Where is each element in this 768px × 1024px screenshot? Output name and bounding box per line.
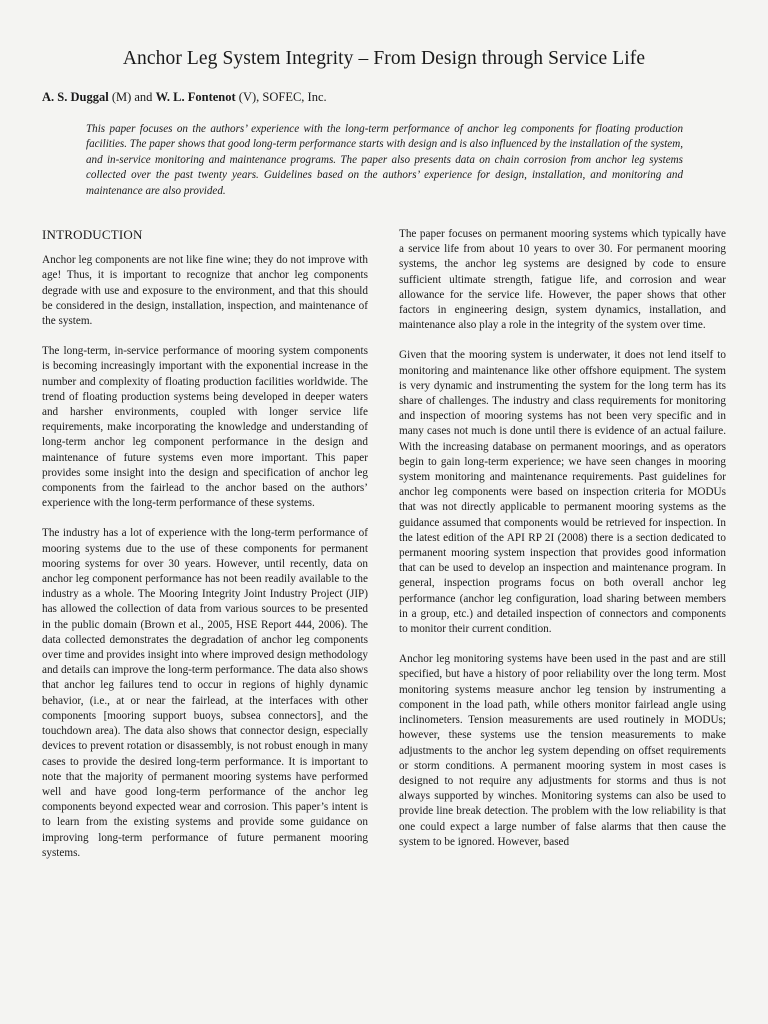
paper-title: Anchor Leg System Integrity – From Design through Service Life: [122, 48, 646, 69]
paragraph: The industry has a lot of experience with the long-term performance of mooring systems due to the use of these components for permanent mooring systems for over 30 years. However, until recently, data on anchor leg component performance has not been readily available to the industry as a whole. The Mooring Integrity Joint Industry Project (JIP) has allowed the collection of data from various sources to be presented in the public domain (Brown et al., 2005, HSE Report 444, 2006). The data collected demonstrates the degradation of anchor leg components over time and provides insight into where improved design methodology and details can improve the long-term performance. The data also shows that anchor leg failures tend to occur in regions of highly dynamic behavior, (i.e., at or near the fairlead, at the interfaces with other components [mooring support buoys, subsea connectors], and the touchdown area). The data also shows that connector design, especially devices to prevent rotation or disassembly, is not robust enough in many cases to provide the desired long-term performance. It is important to note that the majority of permanent mooring systems have performed well and have good long-term performance of the anchor leg components beyond expected wear and corrosion. This paper’s intent is to learn from the existing systems and provide some guidance on improving long-term performance of future permanent mooring systems.: [42, 527, 368, 859]
abstract: This paper focuses on the authors’ experience with the long-term performance of anchor leg components for floating production facilities. The paper shows that good long-term performance starts with design and is also influenced by the installation of the system, and in-service monitoring and maintenance programs. The paper also presents data on chain corrosion from anchor leg systems collected over the past twenty years. Guidelines based on the authors’ experience for design, installation, and monitoring and maintenance are also provided.: [86, 123, 683, 197]
author-2-name: W. L. Fontenot: [155, 90, 236, 104]
paragraph: The paper focuses on permanent mooring systems which typically have a service life from about 10 years to over 30. For permanent mooring systems, the anchor leg systems are designed by code to ensure sufficient ultimate strength, fatigue life, and corrosion and wear allowance for the service life. However, the paper shows that other factors in engineering design, system dynamics, installation, and maintenance also play a role in the integrity of the system over time.: [399, 228, 726, 332]
paragraph: The long-term, in-service performance of mooring system components is becoming increasingly important with the exponential increase in the number and complexity of floating production facilities worldwide. The trend of floating production systems being developed in deeper waters and harsher environments, coupled with longer service life requirements, make incorporating the knowledge and understanding of long-term anchor leg component performance in the design and maintenance of future systems even more important. This paper provides some insight into the design and specification of anchor leg components from the fairlead to the anchor based on the authors’ experience with the long-term performance of these systems.: [42, 345, 368, 510]
paragraph: Given that the mooring system is underwater, it does not lend itself to monitoring and maintenance like other offshore equipment. The system is very dynamic and instrumenting the system for the long term has its share of challenges. The industry and class requirements for monitoring and inspection of mooring systems has not been very specific and in many cases not much is done until there is evidence of an actual failure. With the increasing database on permanent moorings, and as operators begin to gain long-term experience; we have seen changes in mooring system monitoring and maintenance requirements. Past guidelines for anchor leg components were based on inspection criteria for MODUs that was not directly applicable to permanent mooring systems as the guidance assumed that components would be retrieved for inspection. In the latest edition of the API RP 2I (2008) there is a section dedicated to permanent mooring system inspection that provides good information that can be used to develop an inspection and maintenance program. In general, inspection programs focus on both overall anchor leg performance (anchor leg configuration, load sharing between members in a group, etc.) and detailed inspection of connectors and components to monitor their current condition.: [399, 349, 726, 636]
left-column: [42, 227, 368, 876]
author-2-affiliation: (V), SOFEC, Inc.: [235, 90, 327, 104]
introduction-heading: INTRODUCTION: [42, 227, 143, 242]
right-column: [399, 227, 726, 865]
paragraph: Anchor leg components are not like fine wine; they do not improve with age! Thus, it is important to recognize that anchor leg components degrade with use and exposure to the environment, and that this should be considered in the design, installation, inspection, and maintenance of the system.: [42, 254, 368, 328]
paragraph: Anchor leg monitoring systems have been used in the past and are still specified, but have a history of poor reliability over the long term. Most monitoring systems measure anchor leg tension by instrumenting a component in the load path, while others monitor fairlead angle using inclinometers. Tension measurements are used routinely in MODUs; however, these systems use the tension measurements to make adjustments to the anchor leg system depending on offset requirements or storm conditions. A permanent mooring system in most cases is designed to not require any adjustments for storms and thus is not always supported by winches. Monitoring systems can also be used to provide line break detection. The problem with the low reliability is that one could expect a large number of false alarms that then cause the system to be ignored. However, based: [399, 653, 726, 848]
author-line: [42, 90, 327, 105]
author-1-role: (M) and: [108, 90, 156, 104]
author-1-name: A. S. Duggal: [42, 90, 109, 104]
